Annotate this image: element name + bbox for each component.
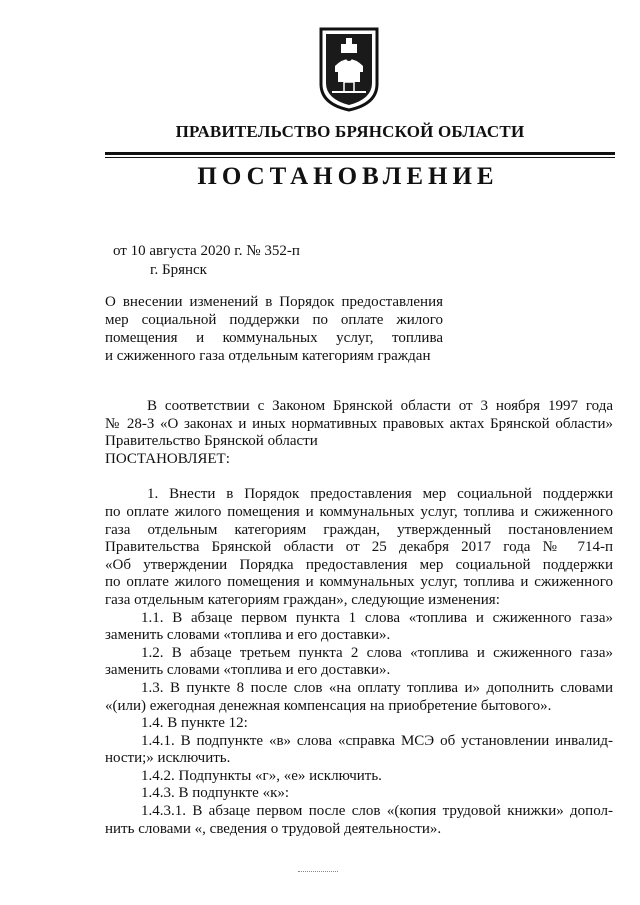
body-line: 1.4.3. В подпункте «к»: [141,785,290,802]
body-line: 1.2. В абзаце третьем пункта 2 слова «топлива и сжиженного газа» [141,644,613,661]
page-footer-mark [298,871,338,873]
body-line: 1.4.1. В подпункте «в» слова «справка МСЭ об установлении инвалид- [141,732,613,749]
body-line: 1.4. В пункте 12: [141,715,248,732]
subject-line: и сжиженного газа отдельным категориям граждан [105,348,431,364]
body-line: газа отдельным категориям граждан», следующие изменения: [105,591,500,608]
body-line: заменить словами «топлива и его доставки». [105,627,391,644]
document-title: ПОСТАНОВЛЕНИЕ [197,163,499,190]
body-line: заменить словами «топлива и его доставки». [105,662,391,679]
document-body [105,398,613,838]
body-line: 1.4.2. Подпункты «г», «е» исключить. [141,767,382,784]
government-name: ПРАВИТЕЛЬСТВО БРЯНСКОЙ ОБЛАСТИ [175,122,525,141]
header-rule [105,152,615,155]
body-line: нить словами «, сведения о трудовой деятельности». [105,820,442,837]
body-line: «(или) ежегодная денежная компенсация на приобретение бытового». [105,697,552,714]
subject-line: мер социальной поддержки по оплате жилого [105,312,443,328]
preamble-line: В соответствии с Законом Брянской области от 3 ноября 1997 года [147,398,613,414]
subject-line: О внесении изменений в Порядок предоставления [105,294,443,310]
body-line: газа отдельным категориям граждан, утвержденный постановлением [105,521,613,538]
preamble-line: № 28-З «О законах и иных нормативных правовых актах Брянской области» [105,415,613,432]
body-line: по оплате жилого помещения и коммунальных услуг, топлива и сжиженного [105,503,613,520]
body-line: Правительства Брянской области от 25 декабря 2017 года № 714-п [105,539,613,556]
header-rule-thin [105,157,615,158]
city-line: г. Брянск [150,262,207,278]
coat-of-arms-emblem [318,26,380,112]
subject-block [105,293,443,365]
preamble-line: Правительство Брянской области [105,433,318,450]
subject-line: помещения и коммунальных услуг, топлива [105,330,443,346]
body-line: 1.1. В абзаце первом пункта 1 слова «топлива и сжиженного газа» [141,609,613,626]
body-line: 1. Внести в Порядок предоставления мер социальной поддержки [147,486,613,503]
body-line: ности;» исключить. [105,750,231,767]
body-line: «Об утверждении Порядка предоставления мер социальной поддержки [105,556,613,573]
decree-word: ПОСТАНОВЛЯЕТ: [105,450,230,467]
date-number-line: от 10 августа 2020 г. № 352-п [113,243,300,259]
body-line: 1.3. В пункте 8 после слов «на оплату топлива и» дополнить словами [141,679,613,696]
body-line: по оплате жилого помещения и коммунальных услуг, топлива и сжиженного [105,574,613,591]
body-line: 1.4.3.1. В абзаце первом после слов «(копия трудовой книжки» допол- [141,803,613,820]
